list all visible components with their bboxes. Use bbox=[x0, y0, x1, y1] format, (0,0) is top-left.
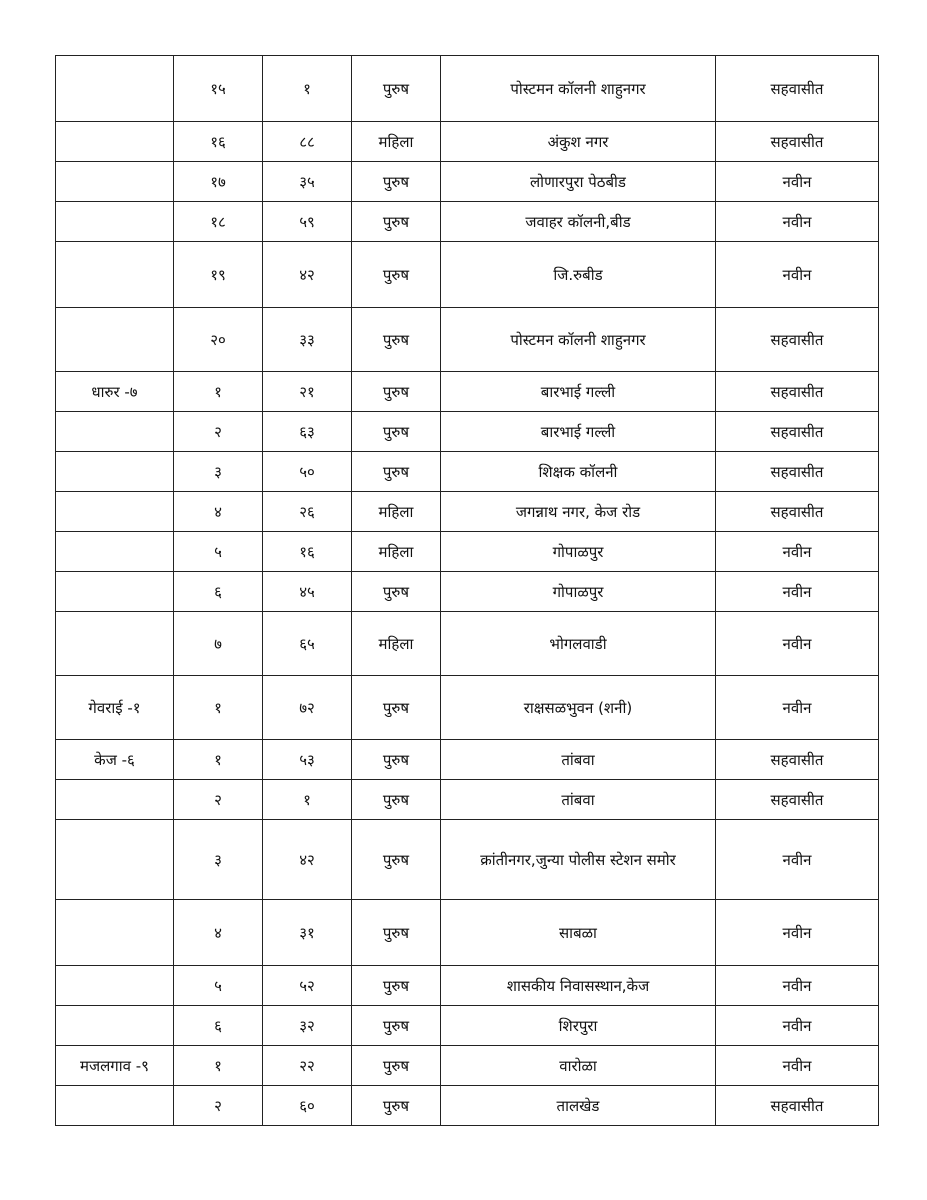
patient-table bbox=[55, 55, 879, 1126]
table-row bbox=[56, 372, 879, 412]
serial-number-cell: ७ bbox=[174, 612, 263, 676]
taluka-cell bbox=[56, 820, 174, 900]
age-cell: १ bbox=[263, 780, 352, 820]
gender-cell: महिला bbox=[352, 532, 441, 572]
status-cell: सहवासीत bbox=[716, 122, 879, 162]
address-cell: क्रांतीनगर,जुन्या पोलीस स्टेशन समोर bbox=[441, 820, 716, 900]
gender-cell: पुरुष bbox=[352, 56, 441, 122]
taluka-cell bbox=[56, 900, 174, 966]
taluka-cell bbox=[56, 966, 174, 1006]
gender-cell: पुरुष bbox=[352, 308, 441, 372]
address-cell: पोस्टमन कॉलनी शाहुनगर bbox=[441, 56, 716, 122]
status-cell: नवीन bbox=[716, 612, 879, 676]
serial-number-cell: १७ bbox=[174, 162, 263, 202]
address-cell: अंकुश नगर bbox=[441, 122, 716, 162]
table-row bbox=[56, 532, 879, 572]
gender-cell: महिला bbox=[352, 122, 441, 162]
gender-cell: पुरुष bbox=[352, 900, 441, 966]
address-cell: साबळा bbox=[441, 900, 716, 966]
gender-cell: पुरुष bbox=[352, 740, 441, 780]
gender-cell: पुरुष bbox=[352, 372, 441, 412]
serial-number-cell: १५ bbox=[174, 56, 263, 122]
address-cell: तांबवा bbox=[441, 740, 716, 780]
gender-cell: महिला bbox=[352, 492, 441, 532]
table-row bbox=[56, 452, 879, 492]
address-cell: भोगलवाडी bbox=[441, 612, 716, 676]
age-cell: १६ bbox=[263, 532, 352, 572]
age-cell: ५० bbox=[263, 452, 352, 492]
status-cell: सहवासीत bbox=[716, 56, 879, 122]
taluka-cell bbox=[56, 122, 174, 162]
age-cell: ६० bbox=[263, 1086, 352, 1126]
address-cell: शिरपुरा bbox=[441, 1006, 716, 1046]
table-body bbox=[56, 56, 879, 1126]
serial-number-cell: ४ bbox=[174, 492, 263, 532]
gender-cell: पुरुष bbox=[352, 202, 441, 242]
gender-cell: पुरुष bbox=[352, 572, 441, 612]
taluka-cell bbox=[56, 780, 174, 820]
table-row bbox=[56, 612, 879, 676]
gender-cell: पुरुष bbox=[352, 452, 441, 492]
taluka-cell bbox=[56, 572, 174, 612]
taluka-cell bbox=[56, 202, 174, 242]
address-cell: बारभाई गल्ली bbox=[441, 372, 716, 412]
taluka-cell: गेवराई -१ bbox=[56, 676, 174, 740]
taluka-cell: केज -६ bbox=[56, 740, 174, 780]
serial-number-cell: १ bbox=[174, 740, 263, 780]
status-cell: नवीन bbox=[716, 202, 879, 242]
age-cell: १ bbox=[263, 56, 352, 122]
serial-number-cell: १ bbox=[174, 676, 263, 740]
taluka-cell bbox=[56, 242, 174, 308]
table-row bbox=[56, 56, 879, 122]
address-cell: शासकीय निवासस्थान,केज bbox=[441, 966, 716, 1006]
age-cell: ३१ bbox=[263, 900, 352, 966]
serial-number-cell: २ bbox=[174, 412, 263, 452]
gender-cell: पुरुष bbox=[352, 820, 441, 900]
address-cell: वारोळा bbox=[441, 1046, 716, 1086]
status-cell: सहवासीत bbox=[716, 492, 879, 532]
status-cell: सहवासीत bbox=[716, 740, 879, 780]
status-cell: नवीन bbox=[716, 572, 879, 612]
status-cell: सहवासीत bbox=[716, 780, 879, 820]
serial-number-cell: २ bbox=[174, 1086, 263, 1126]
status-cell: नवीन bbox=[716, 242, 879, 308]
table-row bbox=[56, 202, 879, 242]
serial-number-cell: ५ bbox=[174, 532, 263, 572]
taluka-cell bbox=[56, 532, 174, 572]
status-cell: नवीन bbox=[716, 820, 879, 900]
serial-number-cell: ६ bbox=[174, 1006, 263, 1046]
age-cell: २६ bbox=[263, 492, 352, 532]
status-cell: नवीन bbox=[716, 1006, 879, 1046]
address-cell: तालखेड bbox=[441, 1086, 716, 1126]
address-cell: तांबवा bbox=[441, 780, 716, 820]
age-cell: ३५ bbox=[263, 162, 352, 202]
table-row bbox=[56, 242, 879, 308]
status-cell: सहवासीत bbox=[716, 1086, 879, 1126]
taluka-cell bbox=[56, 162, 174, 202]
address-cell: पोस्टमन कॉलनी शाहुनगर bbox=[441, 308, 716, 372]
taluka-cell bbox=[56, 56, 174, 122]
taluka-cell bbox=[56, 452, 174, 492]
gender-cell: पुरुष bbox=[352, 1046, 441, 1086]
table-row bbox=[56, 122, 879, 162]
table-row bbox=[56, 780, 879, 820]
taluka-cell bbox=[56, 1086, 174, 1126]
status-cell: सहवासीत bbox=[716, 372, 879, 412]
table-row bbox=[56, 966, 879, 1006]
table-row bbox=[56, 1006, 879, 1046]
taluka-cell bbox=[56, 612, 174, 676]
age-cell: ४२ bbox=[263, 242, 352, 308]
table-row bbox=[56, 820, 879, 900]
address-cell: शिक्षक कॉलनी bbox=[441, 452, 716, 492]
table-row bbox=[56, 162, 879, 202]
taluka-cell bbox=[56, 492, 174, 532]
status-cell: नवीन bbox=[716, 966, 879, 1006]
table-row bbox=[56, 900, 879, 966]
status-cell: नवीन bbox=[716, 900, 879, 966]
gender-cell: पुरुष bbox=[352, 780, 441, 820]
gender-cell: पुरुष bbox=[352, 242, 441, 308]
status-cell: सहवासीत bbox=[716, 452, 879, 492]
serial-number-cell: २० bbox=[174, 308, 263, 372]
age-cell: ३२ bbox=[263, 1006, 352, 1046]
status-cell: सहवासीत bbox=[716, 412, 879, 452]
taluka-cell: धारुर -७ bbox=[56, 372, 174, 412]
address-cell: राक्षसळभुवन (शनी) bbox=[441, 676, 716, 740]
serial-number-cell: १८ bbox=[174, 202, 263, 242]
taluka-cell bbox=[56, 412, 174, 452]
gender-cell: पुरुष bbox=[352, 1006, 441, 1046]
table-row bbox=[56, 492, 879, 532]
age-cell: ७२ bbox=[263, 676, 352, 740]
gender-cell: पुरुष bbox=[352, 412, 441, 452]
address-cell: जि.रुबीड bbox=[441, 242, 716, 308]
age-cell: २२ bbox=[263, 1046, 352, 1086]
gender-cell: पुरुष bbox=[352, 162, 441, 202]
serial-number-cell: ३ bbox=[174, 452, 263, 492]
gender-cell: महिला bbox=[352, 612, 441, 676]
age-cell: ६५ bbox=[263, 612, 352, 676]
serial-number-cell: १९ bbox=[174, 242, 263, 308]
age-cell: ५२ bbox=[263, 966, 352, 1006]
status-cell: नवीन bbox=[716, 532, 879, 572]
age-cell: ४२ bbox=[263, 820, 352, 900]
age-cell: ५९ bbox=[263, 202, 352, 242]
address-cell: बारभाई गल्ली bbox=[441, 412, 716, 452]
serial-number-cell: १ bbox=[174, 372, 263, 412]
status-cell: नवीन bbox=[716, 1046, 879, 1086]
table-row bbox=[56, 308, 879, 372]
table-row bbox=[56, 676, 879, 740]
serial-number-cell: १ bbox=[174, 1046, 263, 1086]
age-cell: ८८ bbox=[263, 122, 352, 162]
address-cell: जगन्नाथ नगर, केज रोड bbox=[441, 492, 716, 532]
address-cell: गोपाळपुर bbox=[441, 572, 716, 612]
gender-cell: पुरुष bbox=[352, 1086, 441, 1126]
table-row bbox=[56, 1086, 879, 1126]
status-cell: नवीन bbox=[716, 162, 879, 202]
table-row bbox=[56, 412, 879, 452]
serial-number-cell: ४ bbox=[174, 900, 263, 966]
serial-number-cell: २ bbox=[174, 780, 263, 820]
taluka-cell: मजलगाव -९ bbox=[56, 1046, 174, 1086]
status-cell: सहवासीत bbox=[716, 308, 879, 372]
address-cell: लोणारपुरा पेठबीड bbox=[441, 162, 716, 202]
address-cell: गोपाळपुर bbox=[441, 532, 716, 572]
taluka-cell bbox=[56, 1006, 174, 1046]
status-cell: नवीन bbox=[716, 676, 879, 740]
gender-cell: पुरुष bbox=[352, 966, 441, 1006]
serial-number-cell: १६ bbox=[174, 122, 263, 162]
age-cell: ६३ bbox=[263, 412, 352, 452]
taluka-cell bbox=[56, 308, 174, 372]
age-cell: ३३ bbox=[263, 308, 352, 372]
age-cell: २१ bbox=[263, 372, 352, 412]
table-row bbox=[56, 740, 879, 780]
table-row bbox=[56, 572, 879, 612]
serial-number-cell: ५ bbox=[174, 966, 263, 1006]
age-cell: ५३ bbox=[263, 740, 352, 780]
serial-number-cell: ३ bbox=[174, 820, 263, 900]
table-row bbox=[56, 1046, 879, 1086]
serial-number-cell: ६ bbox=[174, 572, 263, 612]
address-cell: जवाहर कॉलनी,बीड bbox=[441, 202, 716, 242]
age-cell: ४५ bbox=[263, 572, 352, 612]
gender-cell: पुरुष bbox=[352, 676, 441, 740]
